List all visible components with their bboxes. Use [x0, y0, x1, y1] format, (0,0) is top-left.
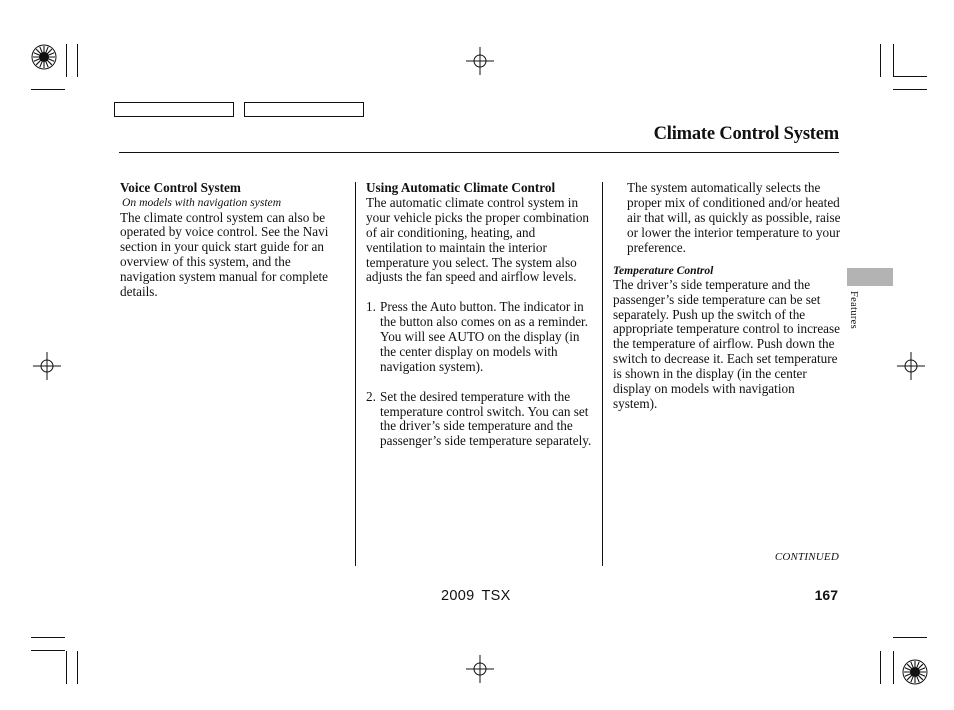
step-text: Set the desired temperature with the temperature control switch. You can set the driver’s side temperature and the passenger’s side temperature separately. [380, 388, 592, 449]
paragraph: The system automatically selects the proper mix of conditioned and/or heated air that will, as quickly as possible, raise or lower the interior temperature to your preference. [627, 180, 841, 255]
section-tab-marker [847, 268, 893, 286]
nav-tab-box[interactable] [244, 102, 364, 117]
registration-target-icon [466, 655, 494, 683]
paragraph: The climate control system can also be operated by voice control. See the Navi section in your quick start guide for an overview of this system, and the navigation system manual for complete details. [120, 209, 329, 300]
nav-tab-box[interactable] [114, 102, 234, 117]
registration-target-icon [466, 47, 494, 75]
step-number: 1. [366, 299, 376, 315]
title-rule [119, 152, 839, 153]
numbered-step [366, 390, 594, 450]
section-heading: Using Automatic Climate Control [366, 180, 556, 195]
right-column [613, 181, 842, 412]
section-tab-label: Features [848, 291, 859, 329]
column-divider [355, 182, 356, 566]
registration-target-icon [33, 352, 61, 380]
sunburst-mark-icon [902, 659, 928, 685]
left-column [120, 181, 348, 300]
column-divider [602, 182, 603, 566]
paragraph: The driver’s side temperature and the passenger’s side temperature can be set separately. Push up the switch of the appropriate temperature control to increase the temperature of airflow. Push down the switch to decrease it. Each set temperature is shown in the display (in the center display on models with navigation system). [613, 276, 841, 411]
section-subheading: Temperature Control [613, 263, 714, 277]
step-number: 2. [366, 388, 376, 404]
section-subheading: On models with navigation system [122, 195, 282, 209]
numbered-step [366, 300, 594, 375]
footer-model: 2009 TSX [441, 588, 511, 604]
sunburst-mark-icon [31, 44, 57, 70]
page-number: 167 [814, 587, 838, 603]
step-text: Press the Auto button. The indicator in the button also comes on as a reminder. You will see AUTO on the display (in the center display on models with navigation system). [380, 299, 589, 374]
middle-column [366, 181, 594, 449]
page-title: Climate Control System [653, 124, 839, 144]
paragraph: The automatic climate control system in your vehicle picks the proper combination of air conditioning, heating, and ventilation to maintain the interior temperature you select. The system also adjusts the fan speed and airflow levels. [366, 194, 590, 285]
registration-target-icon [897, 352, 925, 380]
continued-note: CONTINUED [774, 551, 839, 563]
section-heading: Voice Control System [120, 180, 241, 195]
